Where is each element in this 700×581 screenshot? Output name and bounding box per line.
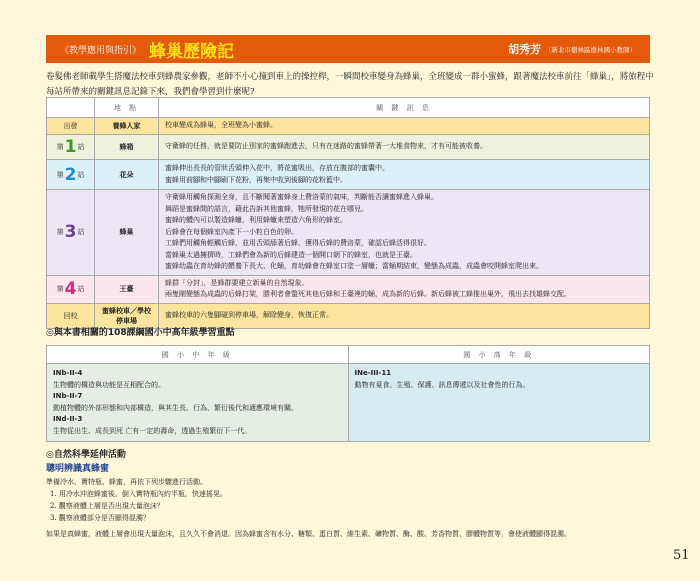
info-line: 校車變成為蜂巢，全班變為小蜜蜂。 <box>165 121 277 130</box>
col-header-place: 地 點 <box>95 98 159 118</box>
table-row <box>47 275 650 303</box>
info-line: 蜂群「分封」，是蜂群要建立新巢的自然現象。 <box>165 278 309 287</box>
stop-prefix: 第 <box>56 228 64 237</box>
place-cell: 養蜂人家 <box>95 118 159 135</box>
stop-cell <box>47 275 95 303</box>
stop-suffix: 站 <box>77 170 85 179</box>
activity-block <box>46 462 227 524</box>
info-line: 工蜂們用觸角輕觸后蜂，並用舌頭舔著后蜂，獲得后蜂的費洛蒙，確認后蜂活得很好。 <box>165 239 431 247</box>
stop-suffix: 站 <box>77 228 85 237</box>
activity-intro: 準備冷水、寶特瓶、蜂蜜，再依下列步驟進行活動。 <box>46 478 207 486</box>
place-cell: 花朵 <box>95 160 159 190</box>
col-header-stop <box>47 98 95 118</box>
info-line: 蜜蜂的體內可以製造蜂蠟，利用蜂蠟來塑造六角形的蜂室。 <box>165 216 347 224</box>
stop-suffix: 站 <box>77 143 85 151</box>
info-line: 蜜蜂幼蟲在育幼蜂的餵養下長大、化蛹，育幼蜂會在蜂室口塗一層蠟；當蛹期結束，變態為成蟲，成蟲會咬開蜂室爬出來。 <box>165 262 543 270</box>
intro-paragraph: 卷髮佛老師載學生搭魔法校車到蜂農家參觀，老師不小心撞到車上的操控桿，一瞬間校車變身為蜂巢，全班變成一群小蜜蜂，跟著魔法校車前往「蜂巢」，將旅程中每站所帶來的關鍵訊息記錄下來，我們會學習到什麼呢? <box>46 72 654 97</box>
stop-number: 1 <box>64 137 77 157</box>
stop-number: 3 <box>64 222 77 243</box>
info-cell <box>159 118 650 135</box>
info-line: 蜜蜂校車的六隻腳碰到停車場，解除變身，恢復正常。 <box>165 310 333 319</box>
col-header-middle-grade: 國 小 中 年 級 <box>47 346 349 364</box>
activity-step: 1. 用冷水沖泡蜂蜜後，倒入寶特瓶內約半瓶，快速搖晃。 <box>50 490 227 498</box>
curriculum-text: 動植物體的外部形態和內部構造，與其生長、行為、繁衍後代和適應環境有關。 <box>53 403 298 412</box>
stop-number: 4 <box>64 279 77 299</box>
col-header-info: 關 鍵 訊 息 <box>159 98 650 118</box>
info-line: 后蜂會在每個蜂室內產下一小粒白色的卵。 <box>165 227 298 236</box>
stop-suffix: 站 <box>77 285 85 293</box>
curriculum-code: INe-III-11 <box>354 369 392 377</box>
curriculum-text: 生物體的構造與功能是互相配合的。 <box>53 380 165 389</box>
place-cell: 蜂巢 <box>95 190 159 276</box>
stop-prefix: 第 <box>56 143 64 151</box>
series-label: 《教學應用與指引》 <box>60 45 142 56</box>
curriculum-section-title: ◎與本書相關的108課綱國小中高年級學習重點 <box>46 328 235 338</box>
stop-label: 出發 <box>63 122 78 130</box>
page-header-bar <box>46 35 650 63</box>
activity-heading: 聰明辨識真蜂蜜 <box>46 464 110 474</box>
info-line: 當蜂巢太過擁擠時，工蜂們會為新的后蜂建造一個開口朝下的蜂室，也就是王臺。 <box>165 250 417 259</box>
activity-conclusion: 如果是真蜂蜜，液體上層會出現大量泡沫，且久久不會消退。因為蜂蜜含有水分、糖類、蛋白質、維生素、礦物質、酶、酸、芳香物質、膠體物質等，會使液體顯得混濁。 <box>46 530 571 538</box>
table-row <box>47 118 650 135</box>
page-number: 51 <box>673 548 690 563</box>
info-cell <box>159 135 650 160</box>
info-cell <box>159 190 650 276</box>
upper-grade-cell <box>348 364 650 442</box>
stop-cell <box>47 118 95 135</box>
page-title: 蜂巢歷險記 <box>149 41 235 62</box>
info-line: 兩隻剛變態為成蟲的后蜂打架，勝利者會螫死其他后蜂和王臺裡的蛹，成為新的后蜂。新后蜂被工蜂推出巢外，飛出去找雄蜂交配。 <box>165 290 571 298</box>
info-line: 蜜蜂用前腳和中腳刷下花粉，再集中收到後腳的花粉籃中。 <box>165 175 347 184</box>
info-line: 守衛蜂的任務，就是要防止別家的蜜蜂跑進去，只有在迷路的蜜蜂帶著一大堆食物來，才有可能被收養。 <box>165 142 487 151</box>
stop-prefix: 第 <box>56 285 64 293</box>
curriculum-table <box>46 345 650 442</box>
place-cell: 蜂箱 <box>95 135 159 160</box>
info-line: 守衛蜂用觸角探測全身，且不斷聞著蜜蜂身上費洛蒙的氣味，判斷能否讓蜜蜂進入蜂巢。 <box>165 193 438 201</box>
curriculum-code: INb-II-7 <box>53 392 83 400</box>
info-cell <box>159 275 650 303</box>
place-cell: 蜜蜂校車／學校停車場 <box>95 303 159 328</box>
curriculum-text: 動物有覓食、生殖、保護、訊息傳遞以及社會性的行為。 <box>354 380 530 389</box>
table-row <box>47 190 650 276</box>
stop-number: 2 <box>64 164 77 185</box>
stop-cell <box>47 135 95 160</box>
stop-prefix: 第 <box>56 170 64 179</box>
table-row <box>47 135 650 160</box>
curriculum-text: 生物從出生、成長到死 亡有一定的壽命，透過生殖繁衍下一代。 <box>53 426 252 435</box>
place-cell: 王臺 <box>95 275 159 303</box>
info-cell <box>159 160 650 190</box>
stop-cell <box>47 160 95 190</box>
middle-grade-cell <box>47 364 349 442</box>
activity-step: 3. 觀察液體部分是否顯得混濁？ <box>50 514 150 522</box>
stop-label: 回校 <box>63 311 78 320</box>
table-row <box>47 160 650 190</box>
activity-step: 2. 觀察液體上層是否出現大量泡沫？ <box>50 502 164 510</box>
curriculum-code: INb-II-4 <box>53 369 83 377</box>
author-affiliation: （新北市樹林區樹林國小教師） <box>545 45 636 54</box>
col-header-upper-grade: 國 小 高 年 級 <box>348 346 650 364</box>
curriculum-code: INd-II-3 <box>53 415 83 423</box>
info-line: 蜜蜂伸出長長的管狀舌頭伸入花中，將花蜜吸出，存放在腹部的蜜囊中。 <box>165 164 389 172</box>
journey-table <box>46 97 650 329</box>
activity-section-title: ◎自然科學延伸活動 <box>46 450 126 460</box>
author-name: 胡秀芳 <box>508 43 541 56</box>
info-line: 舞蹈是蜜蜂間的語言，藉此告訴其他蜜蜂，牠所發現的花在哪兒。 <box>165 204 368 213</box>
stop-cell <box>47 190 95 276</box>
